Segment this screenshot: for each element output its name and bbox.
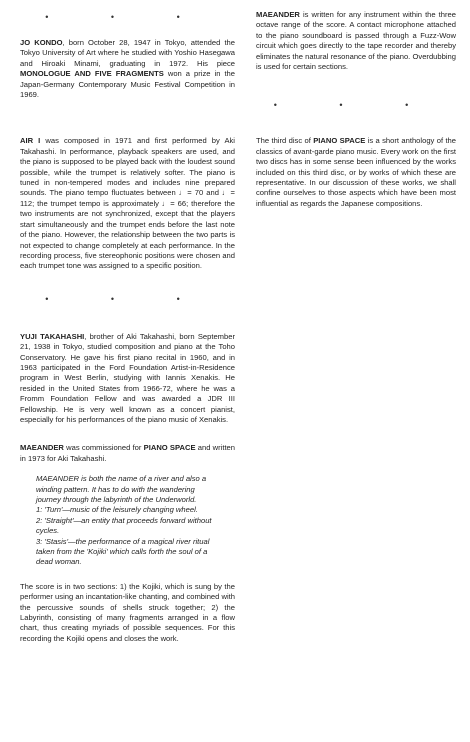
air-title: AIR I	[20, 136, 41, 146]
maeander-quote	[36, 474, 217, 568]
air-description: AIR I was composed in 1971 and first performed by Aki Takahashi. In performance, playback speakers are used, and the piano is supposed to be played back with the loudest sound possible, while the trumpet is relatively softer. The piano is tuned in non-tempered modes and includes nine prepared sounds. The piano tempo fluctuates between ♩= 70 and ♩= 112; the trumpet tempo is approximately ♩= 66; therefore the two instruments are not synchronized, except that the players start simultaneously and the trumpet ends before the last note of the piano. However, the relationship between the two parts is not expected to change completely at each performance. In the recording process, five stereophonic positions were chosen and each trumpet tone was assigned to a specific position.	[20, 136, 235, 271]
maeander-intro: MAEANDER was commissioned for PIANO SPACE and written in 1973 for Aki Takahashi.	[20, 443, 235, 463]
maeander-instrumentation: MAEANDER is written for any instrument within the three octave range of the score. A contact microphone attached to the piano soundboard is passed through a Fuzz-Wow circuit which goes directly to the tape recorder and thereby eliminates the natural resonance of the piano. Overdubbing is used for certain sections.	[256, 10, 456, 72]
piano-space-title: PIANO SPACE	[143, 443, 196, 453]
section-divider-right: • • •	[273, 100, 439, 111]
score-description: The score is in two sections: 1) the Kojiki, which is sung by the performer using an incantation-like chanting, and combined with the percussive sounds of shells struck together; 2) the Labyrinth, consisting of many fragments arranged in a flow chart, thus creating myriads of possible sequences. For this recording the Kojiki opens and closes the work.	[20, 581, 235, 643]
quote-paragraph: 1: 'Turn'—music of the leisurely changing wheel.	[36, 505, 198, 515]
quote-paragraph: MAEANDER is both the name of a river and also a winding pattern. It has to do with the wandering journey through the labyrinth of the Underworld.	[36, 474, 207, 504]
yuji-name: YUJI TAKAHASHI	[20, 331, 85, 341]
section-divider-top: • • •	[45, 12, 210, 22]
quote-paragraph: 2: 'Straight'—an entity that proceeds forward without cycles.	[36, 515, 212, 536]
left-column	[20, 10, 235, 644]
section-divider-middle: • • •	[45, 293, 210, 304]
kondo-bio: JO KONDO, born October 28, 1947 in Tokyo, attended the Tokyo University of Art where he studied with Yoshio Hasegawa and Hiroaki Minami, graduating in 1972. His piece MONOLOGUE AND FIVE FRAGMENTS won a prize in the Japan-Germany Contemporary Music Festival Competition in 1969.	[20, 38, 235, 100]
maeander-title: MAEANDER	[256, 10, 300, 19]
kondo-name: JO KONDO	[20, 38, 63, 47]
yuji-bio: YUJI TAKAHASHI, brother of Aki Takahashi, born September 21, 1938 in Tokyo, studied composition and piano at the Toho Conservatory. He gave his first piano recital in 1960, and in 1963 participated in the Ford Foundation Artist-in-Residence program in West Berlin, studying with Iannis Xenakis. He resided in the United States from 1966-72, where he was a Fromm Foundation Fellow and was awarded a JDR III Fellowship. He is very well known as a concert pianist, especially for his performances of the piano music of Xenakis.	[20, 331, 235, 424]
quote-paragraph: 3: 'Stasis'—the performance of a magical river ritual taken from the 'Kojiki' which calls forth the soul of a dead woman.	[36, 536, 210, 567]
right-column	[256, 10, 456, 209]
third-disc-description: The third disc of PIANO SPACE is a short anthology of the classics of avant-garde piano music. Every work on the first two discs has in some sense been influenced by the works included on this third disc, or by works of which these are representative. In our discussion of these works, we shall confine ourselves to those aspects which have been most influential as regards the Japanese compositions.	[256, 136, 456, 208]
kondo-piece-title: MONOLOGUE AND FIVE FRAGMENTS	[20, 69, 164, 79]
maeander-title: MAEANDER	[20, 443, 64, 453]
piano-space-title: PIANO SPACE	[313, 136, 366, 146]
